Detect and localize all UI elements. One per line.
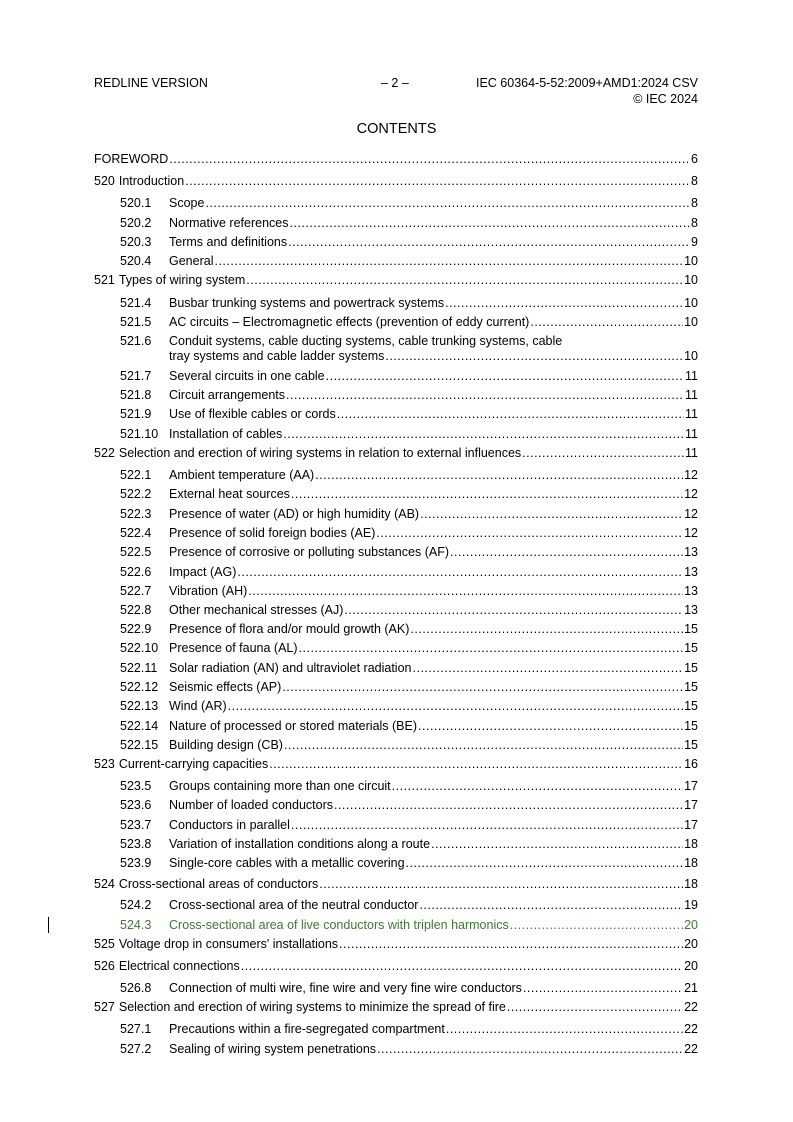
toc-entry-text: Installation of cables bbox=[169, 427, 283, 441]
toc-page: 11 bbox=[685, 369, 698, 383]
leader-dots bbox=[246, 273, 683, 288]
toc-entry-text: Other mechanical stresses (AJ) bbox=[169, 603, 344, 617]
toc-entry-number: 521 bbox=[94, 273, 115, 287]
toc-entry[interactable] bbox=[94, 757, 698, 772]
toc-entry[interactable] bbox=[94, 877, 698, 892]
toc-entry[interactable] bbox=[120, 584, 698, 599]
toc-entry-number: 521.5 bbox=[120, 315, 152, 329]
toc-entry[interactable] bbox=[120, 334, 698, 364]
toc-entry-text: Presence of corrosive or polluting substances (AF) bbox=[169, 545, 449, 559]
toc-entry[interactable] bbox=[120, 369, 698, 384]
toc-page: 20 bbox=[684, 937, 698, 951]
leader-dots bbox=[169, 152, 690, 167]
toc-entry[interactable] bbox=[120, 719, 698, 734]
toc-entry-text: Normative references bbox=[169, 216, 289, 230]
toc-entry[interactable] bbox=[94, 959, 698, 974]
toc-entry-number: 523 bbox=[94, 757, 115, 771]
toc-entry-number: 521.6 bbox=[120, 334, 152, 348]
toc-entry[interactable] bbox=[94, 152, 698, 167]
leader-dots bbox=[510, 918, 683, 933]
toc-entry-text: Several circuits in one cable bbox=[169, 369, 325, 383]
toc-entry-number: 521.4 bbox=[120, 296, 152, 310]
toc-entry[interactable] bbox=[120, 296, 698, 311]
change-bar bbox=[48, 917, 49, 933]
leader-dots bbox=[339, 937, 683, 952]
toc-entry-text: Solar radiation (AN) and ultraviolet radiation bbox=[169, 661, 412, 675]
toc-entry[interactable] bbox=[120, 641, 698, 656]
toc-entry-text: Variation of installation conditions along a route bbox=[169, 837, 431, 851]
toc-entry-text: Cross-sectional area of live conductors with triplen harmonics bbox=[169, 918, 509, 932]
toc-entry-number: 520.1 bbox=[120, 196, 152, 210]
toc-entry-text: Presence of water (AD) or high humidity (AB) bbox=[169, 507, 420, 521]
toc-entry-number: 521.10 bbox=[120, 427, 159, 441]
toc-page: 20 bbox=[684, 918, 698, 932]
toc-entry[interactable] bbox=[120, 981, 698, 996]
leader-dots bbox=[248, 584, 683, 599]
toc-entry[interactable] bbox=[120, 507, 698, 522]
toc-entry-number: 522.14 bbox=[120, 719, 159, 733]
toc-entry-text: Presence of solid foreign bodies (AE) bbox=[169, 526, 376, 540]
toc-entry-text: Presence of flora and/or mould growth (AK) bbox=[169, 622, 410, 636]
toc-entry-text: Impact (AG) bbox=[169, 565, 237, 579]
toc-page: 11 bbox=[685, 388, 698, 402]
toc-page: 22 bbox=[684, 1042, 698, 1056]
toc-page: 17 bbox=[684, 818, 698, 832]
leader-dots bbox=[385, 349, 683, 364]
toc-entry-number: 525 bbox=[94, 937, 115, 951]
toc-entry-text: Conduit systems, cable ducting systems, cable trunking systems, cable bbox=[169, 334, 563, 348]
header-left: REDLINE VERSION bbox=[94, 76, 208, 90]
leader-dots bbox=[291, 487, 683, 502]
toc-entry-number: 523.5 bbox=[120, 779, 152, 793]
toc-entry-text: Vibration (AH) bbox=[169, 584, 248, 598]
toc-entry-number: 521.9 bbox=[120, 407, 152, 421]
toc-entry-text: Selection and erection of wiring systems to minimize the spread of fire bbox=[118, 1000, 506, 1014]
toc-entry-number: 522 bbox=[94, 446, 115, 460]
leader-dots bbox=[522, 446, 684, 461]
toc-entry[interactable] bbox=[120, 254, 698, 269]
toc-entry[interactable] bbox=[120, 216, 698, 231]
toc-entry[interactable] bbox=[120, 603, 698, 618]
header-right bbox=[476, 75, 698, 107]
toc-entry-number: 520.3 bbox=[120, 235, 152, 249]
toc-entry-number: 522.7 bbox=[120, 584, 152, 598]
leader-dots bbox=[410, 622, 683, 637]
toc-page: 13 bbox=[684, 545, 698, 559]
leader-dots bbox=[282, 680, 683, 695]
toc-entry[interactable] bbox=[120, 235, 698, 250]
toc-entry[interactable] bbox=[120, 487, 698, 502]
toc-entry-text: Groups containing more than one circuit bbox=[169, 779, 391, 793]
leader-dots bbox=[392, 779, 683, 794]
toc-entry-text: External heat sources bbox=[169, 487, 290, 501]
leader-dots bbox=[286, 388, 684, 403]
toc-entry-number: 526.8 bbox=[120, 981, 152, 995]
toc-entry[interactable] bbox=[120, 1042, 698, 1057]
toc-entry-text: Number of loaded conductors bbox=[169, 798, 333, 812]
toc-page: 17 bbox=[684, 779, 698, 793]
toc-entry-number: 522.3 bbox=[120, 507, 152, 521]
toc-entry-number: 521.8 bbox=[120, 388, 152, 402]
toc-entry-text: AC circuits – Electromagnetic effects (prevention of eddy current) bbox=[169, 315, 530, 329]
leader-dots bbox=[431, 837, 683, 852]
toc-entry-text: Circuit arrangements bbox=[169, 388, 286, 402]
toc-entry-number: 527.1 bbox=[120, 1022, 152, 1036]
toc-entry-number: 522.4 bbox=[120, 526, 152, 540]
toc-entry-number: 524.2 bbox=[120, 898, 152, 912]
leader-dots bbox=[283, 427, 684, 442]
toc-entry-number: 522.2 bbox=[120, 487, 152, 501]
leader-dots bbox=[406, 856, 684, 871]
toc-page: 10 bbox=[684, 349, 698, 363]
toc-page: 11 bbox=[685, 407, 698, 421]
toc-page: 15 bbox=[684, 680, 698, 694]
toc-entry[interactable] bbox=[120, 545, 698, 560]
toc-page: 13 bbox=[684, 584, 698, 598]
toc-entry-text: FOREWORD bbox=[94, 152, 169, 166]
toc-entry-text: Busbar trunking systems and powertrack systems bbox=[169, 296, 445, 310]
toc-entry-text: Single-core cables with a metallic covering bbox=[169, 856, 405, 870]
toc-entry-number: 522.11 bbox=[120, 661, 158, 675]
toc-entry-number: 522.9 bbox=[120, 622, 152, 636]
toc-entry-number: 527 bbox=[94, 1000, 115, 1014]
toc-entry[interactable] bbox=[120, 526, 698, 541]
toc-page: 12 bbox=[684, 526, 698, 540]
toc-page: 10 bbox=[684, 273, 698, 287]
toc-page: 8 bbox=[691, 216, 698, 230]
toc-entry-text: Precautions within a fire-segregated compartment bbox=[169, 1022, 445, 1036]
toc-entry[interactable] bbox=[120, 779, 698, 794]
toc-entry[interactable] bbox=[94, 937, 698, 952]
toc-entry-text: Electrical connections bbox=[118, 959, 240, 973]
leader-dots bbox=[413, 661, 684, 676]
leader-dots bbox=[337, 407, 684, 422]
toc-page: 17 bbox=[684, 798, 698, 812]
toc-page: 10 bbox=[684, 254, 698, 268]
toc-entry[interactable] bbox=[120, 856, 698, 871]
toc-entry-text: Sealing of wiring system penetrations bbox=[169, 1042, 377, 1056]
toc-page: 10 bbox=[684, 296, 698, 310]
leader-dots bbox=[237, 565, 683, 580]
toc-entry[interactable] bbox=[120, 699, 698, 714]
toc-page: 18 bbox=[684, 856, 698, 870]
leader-dots bbox=[418, 719, 683, 734]
toc-page: 9 bbox=[691, 235, 698, 249]
toc-entry-number: 522.15 bbox=[120, 738, 159, 752]
toc-entry[interactable] bbox=[120, 898, 698, 913]
toc-entry-text: Wind (AR) bbox=[169, 699, 227, 713]
leader-dots bbox=[269, 757, 683, 772]
leader-dots bbox=[290, 216, 691, 231]
toc-entry[interactable] bbox=[120, 468, 698, 483]
leader-dots bbox=[419, 898, 683, 913]
toc-entry-text: Conductors in parallel bbox=[169, 818, 290, 832]
leader-dots bbox=[284, 738, 683, 753]
toc-page: 18 bbox=[684, 837, 698, 851]
toc-entry-number: 520.2 bbox=[120, 216, 152, 230]
toc-entry[interactable] bbox=[120, 565, 698, 580]
toc-entry-text: Connection of multi wire, fine wire and very fine wire conductors bbox=[169, 981, 522, 995]
toc-entry-number: 522.1 bbox=[120, 468, 152, 482]
toc-entry[interactable] bbox=[120, 818, 698, 833]
toc-entry-number: 523.7 bbox=[120, 818, 152, 832]
leader-dots bbox=[334, 798, 683, 813]
leader-dots bbox=[228, 699, 683, 714]
toc-entry-text: Voltage drop in consumers' installations bbox=[118, 937, 339, 951]
leader-dots bbox=[326, 369, 684, 384]
toc-entry-number: 523.8 bbox=[120, 837, 152, 851]
toc-page: 22 bbox=[684, 1000, 698, 1014]
toc-entry-text: Seismic effects (AP) bbox=[169, 680, 282, 694]
toc-page: 8 bbox=[691, 196, 698, 210]
toc-entry-text: Building design (CB) bbox=[169, 738, 283, 752]
toc-page: 13 bbox=[684, 565, 698, 579]
toc-entry-text: Scope bbox=[169, 196, 205, 210]
toc-entry[interactable] bbox=[120, 798, 698, 813]
toc-entry[interactable] bbox=[120, 315, 698, 330]
toc-page: 12 bbox=[684, 487, 698, 501]
toc-entry-number: 520.4 bbox=[120, 254, 152, 268]
toc-page: 11 bbox=[685, 446, 698, 460]
toc-page: 15 bbox=[684, 738, 698, 752]
toc-entry-text: Current-carrying capacities bbox=[118, 757, 269, 771]
toc-entry[interactable] bbox=[94, 1000, 698, 1015]
toc-entry-number: 522.6 bbox=[120, 565, 152, 579]
toc-entry-number: 521.7 bbox=[120, 369, 152, 383]
toc-entry-number: 526 bbox=[94, 959, 115, 973]
header-standard-id: IEC 60364-5-52:2009+AMD1:2024 CSV bbox=[475, 76, 698, 90]
toc-entry-text: Nature of processed or stored materials (BE) bbox=[169, 719, 418, 733]
toc-entry-text: Terms and definitions bbox=[169, 235, 288, 249]
toc-entry-number: 524.3 bbox=[120, 918, 152, 932]
toc-entry[interactable] bbox=[94, 446, 698, 461]
toc-page: 16 bbox=[684, 757, 698, 771]
toc-entry[interactable] bbox=[94, 174, 698, 189]
leader-dots bbox=[319, 877, 683, 892]
leader-dots bbox=[446, 1022, 683, 1037]
toc-page: 15 bbox=[684, 661, 698, 675]
leader-dots bbox=[241, 959, 683, 974]
toc-entry[interactable] bbox=[120, 837, 698, 852]
toc-entry-text-continued: tray systems and cable ladder systems bbox=[169, 349, 385, 363]
toc-entry[interactable] bbox=[94, 273, 698, 288]
toc-entry-text: Cross-sectional area of the neutral conductor bbox=[169, 898, 419, 912]
leader-dots bbox=[523, 981, 683, 996]
leader-dots bbox=[214, 254, 683, 269]
toc-page: 22 bbox=[684, 1022, 698, 1036]
leader-dots bbox=[185, 174, 690, 189]
toc-page: 13 bbox=[684, 603, 698, 617]
toc-entry[interactable] bbox=[120, 388, 698, 403]
toc-entry-text: Introduction bbox=[118, 174, 185, 188]
toc-page: 11 bbox=[685, 427, 698, 441]
toc-page: 21 bbox=[684, 981, 698, 995]
toc-page: 18 bbox=[684, 877, 698, 891]
toc-entry-text: Selection and erection of wiring systems in relation to external influences bbox=[118, 446, 522, 460]
leader-dots bbox=[377, 1042, 683, 1057]
toc-page: 20 bbox=[684, 959, 698, 973]
toc-entry-added[interactable] bbox=[120, 918, 698, 933]
toc-entry-text: General bbox=[169, 254, 214, 268]
toc-entry-number: 522.8 bbox=[120, 603, 152, 617]
toc-page: 15 bbox=[684, 641, 698, 655]
toc-page: 6 bbox=[691, 152, 698, 166]
leader-dots bbox=[344, 603, 683, 618]
toc-entry[interactable] bbox=[120, 196, 698, 211]
toc-page: 8 bbox=[691, 174, 698, 188]
toc-entry[interactable] bbox=[120, 427, 698, 442]
toc-entry-number: 522.13 bbox=[120, 699, 159, 713]
header-page-number: – 2 – bbox=[381, 76, 409, 90]
toc-page: 15 bbox=[684, 699, 698, 713]
leader-dots bbox=[507, 1000, 683, 1015]
toc-entry[interactable] bbox=[120, 407, 698, 422]
toc-page: 15 bbox=[684, 622, 698, 636]
toc-entry[interactable] bbox=[120, 680, 698, 695]
leader-dots bbox=[420, 507, 683, 522]
leader-dots bbox=[530, 315, 683, 330]
toc-entry-number: 524 bbox=[94, 877, 115, 891]
toc-entry[interactable] bbox=[120, 1022, 698, 1037]
toc-page: 15 bbox=[684, 719, 698, 733]
toc-entry-number: 523.9 bbox=[120, 856, 152, 870]
toc-entry-number: 523.6 bbox=[120, 798, 152, 812]
toc-entry-text: Ambient temperature (AA) bbox=[169, 468, 315, 482]
toc-page: 12 bbox=[684, 507, 698, 521]
toc-page: 19 bbox=[684, 898, 698, 912]
toc-entry-text: Types of wiring system bbox=[118, 273, 246, 287]
toc-page: 12 bbox=[684, 468, 698, 482]
toc-entry-text: Use of flexible cables or cords bbox=[169, 407, 336, 421]
toc-entry-text: Presence of fauna (AL) bbox=[169, 641, 298, 655]
leader-dots bbox=[205, 196, 690, 211]
toc-entry-number: 522.5 bbox=[120, 545, 152, 559]
toc-entry-text: Cross-sectional areas of conductors bbox=[118, 877, 319, 891]
leader-dots bbox=[315, 468, 683, 483]
toc-entry-number: 522.12 bbox=[120, 680, 159, 694]
toc-entry[interactable] bbox=[120, 622, 698, 637]
header-copyright: © IEC 2024 bbox=[633, 92, 698, 106]
leader-dots bbox=[299, 641, 684, 656]
toc-entry-number: 527.2 bbox=[120, 1042, 152, 1056]
toc-entry[interactable] bbox=[120, 661, 698, 676]
page-title: CONTENTS bbox=[356, 121, 437, 137]
leader-dots bbox=[445, 296, 683, 311]
toc-entry-number: 522.10 bbox=[120, 641, 159, 655]
toc-entry[interactable] bbox=[120, 738, 698, 753]
toc-page: 10 bbox=[684, 315, 698, 329]
leader-dots bbox=[450, 545, 683, 560]
leader-dots bbox=[288, 235, 690, 250]
leader-dots bbox=[376, 526, 683, 541]
toc-entry-number: 520 bbox=[94, 174, 115, 188]
leader-dots bbox=[291, 818, 683, 833]
